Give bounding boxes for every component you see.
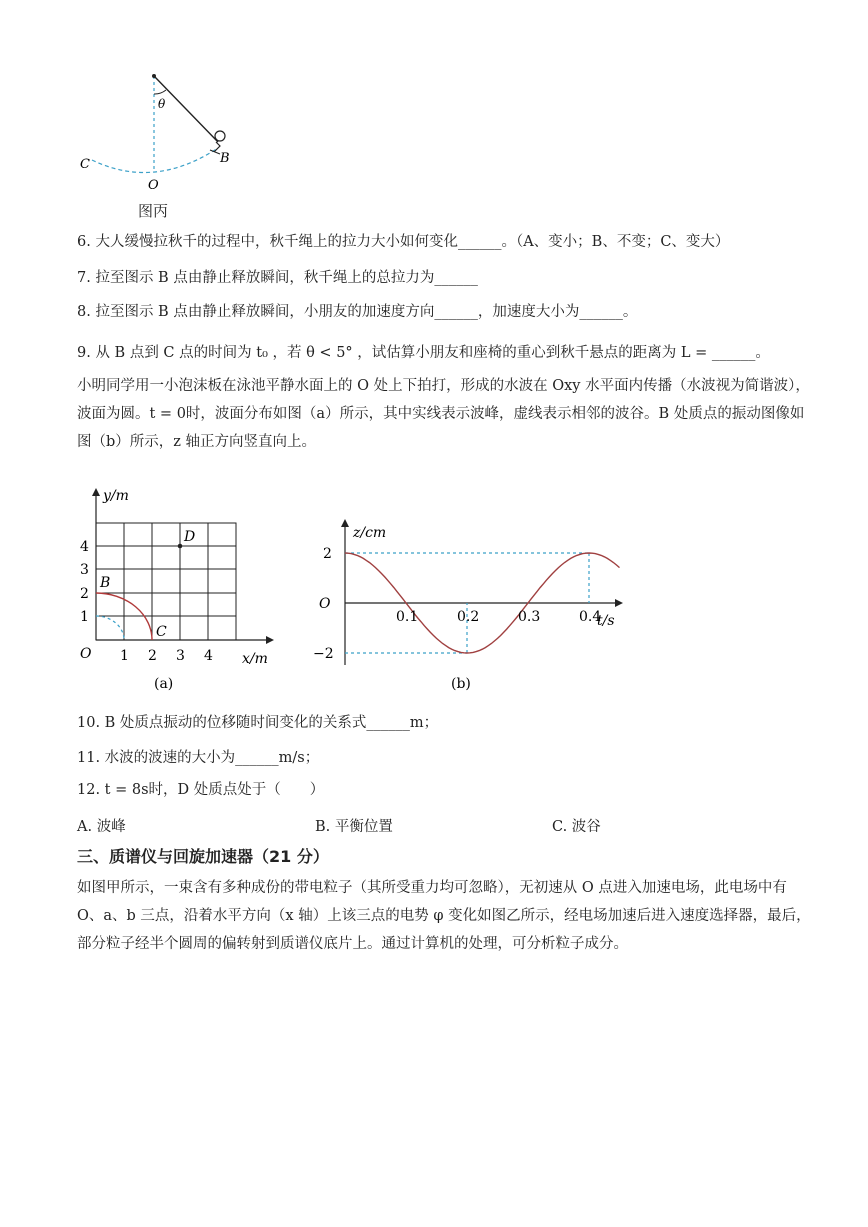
theta-label: θ — [158, 97, 166, 111]
question-7: 7. 拉至图示 B 点由静止释放瞬间，秋千绳上的总拉力为______ — [77, 270, 478, 286]
point-O-label: O — [148, 178, 159, 193]
child-body — [210, 142, 220, 154]
point-C-label: C — [156, 624, 167, 640]
x-tick-3: 3 — [176, 648, 185, 664]
z-axis-arrow — [341, 519, 349, 527]
y-tick-pos2: 2 — [323, 546, 332, 562]
section-3-title: 三、质谱仪与回旋加速器（21 分） — [77, 847, 329, 866]
x-tick-2: 2 — [148, 648, 157, 664]
wave-intro: 小明同学用一小泡沫板在泳池平静水面上的 O 处上下拍打，形成的水波在 Oxy 水平面内传播（水波视为简谐波），波面为圆。t = 0时，波面分布如图（a）所示，其中实线表示波峰，虚线表示相邻的波谷。B 处质点的振动图像如图（b）所示，z 轴正方向竖直向上。 — [77, 378, 810, 450]
point-C-label: C — [80, 157, 90, 172]
question-11: 11. 水波的波速的大小为______m/s； — [77, 750, 320, 766]
option-A[interactable]: A. 波峰 — [77, 819, 126, 835]
option-B[interactable]: B. 平衡位置 — [315, 819, 393, 835]
swing-figure — [70, 62, 260, 222]
y-axis-arrow — [92, 488, 100, 496]
origin-label: O — [80, 646, 92, 662]
option-C[interactable]: C. 波谷 — [552, 819, 601, 835]
question-12: 12. t = 8s时，D 处质点处于（ ） — [77, 782, 325, 798]
trough-circle — [96, 616, 124, 640]
question-10: 10. B 处质点振动的位移随时间变化的关系式______m； — [77, 715, 439, 731]
point-B-label: B — [100, 575, 111, 591]
z-axis-label: z/cm — [353, 525, 387, 541]
x-tick-0.4: 0.4 — [579, 609, 602, 625]
point-D-marker — [178, 544, 183, 549]
x-tick-4: 4 — [204, 648, 213, 664]
x-tick-0.2: 0.2 — [457, 609, 480, 625]
vibration-chart — [305, 515, 635, 695]
y-tick-1: 1 — [80, 609, 89, 625]
figure-a-caption: (a) — [154, 676, 174, 692]
y-tick-2: 2 — [80, 586, 89, 602]
t-axis-arrow — [615, 599, 623, 607]
wave-front-figure — [70, 480, 290, 695]
x-tick-0.3: 0.3 — [518, 609, 541, 625]
question-8: 8. 拉至图示 B 点由静止释放瞬间，小朋友的加速度方向______，加速度大小为______。 — [77, 304, 638, 320]
y-tick-neg2: −2 — [313, 646, 334, 662]
figure-b-caption: (b) — [451, 676, 471, 692]
point-D-label: D — [184, 529, 196, 545]
y-tick-4: 4 — [80, 539, 89, 555]
t-axis-label: t/s — [597, 613, 615, 629]
figure-caption: 图丙 — [138, 202, 169, 220]
x-tick-1: 1 — [120, 648, 129, 664]
child-head — [215, 131, 225, 141]
y-axis-label: y/m — [103, 488, 129, 504]
theta-arc — [154, 90, 166, 94]
y-tick-3: 3 — [80, 562, 89, 578]
x-axis-arrow — [266, 636, 274, 644]
pivot-point — [152, 74, 156, 78]
swing-arc — [92, 148, 218, 173]
grid — [96, 523, 236, 640]
origin-label: O — [319, 596, 331, 612]
point-B-label: B — [220, 151, 230, 166]
question-9: 9. 从 B 点到 C 点的时间为 t₀ ，若 θ < 5° ，试估算小朋友和座椅的重心到秋千悬点的距离为 L = ______。 — [77, 345, 770, 361]
x-tick-0.1: 0.1 — [396, 609, 419, 625]
x-axis-label: x/m — [242, 651, 268, 667]
question-6: 6. 大人缓慢拉秋千的过程中，秋千绳上的拉力大小如何变化______。（A、变小；B、不变；C、变大） — [77, 234, 730, 250]
tick-labels — [313, 546, 601, 662]
section-3-text: 如图甲所示，一束含有多种成份的带电粒子（其所受重力均可忽略），无初速从 O 点进入加速电场，此电场中有 O、a、b 三点，沿着水平方向（x 轴）上该三点的电势 φ 变化如图乙所示，经电场加速后进入速度选择器，最后，部分粒子经半个圆周的偏转射到质谱仪底片上。通过计算机的处理，可分析粒子成分。 — [77, 880, 811, 952]
